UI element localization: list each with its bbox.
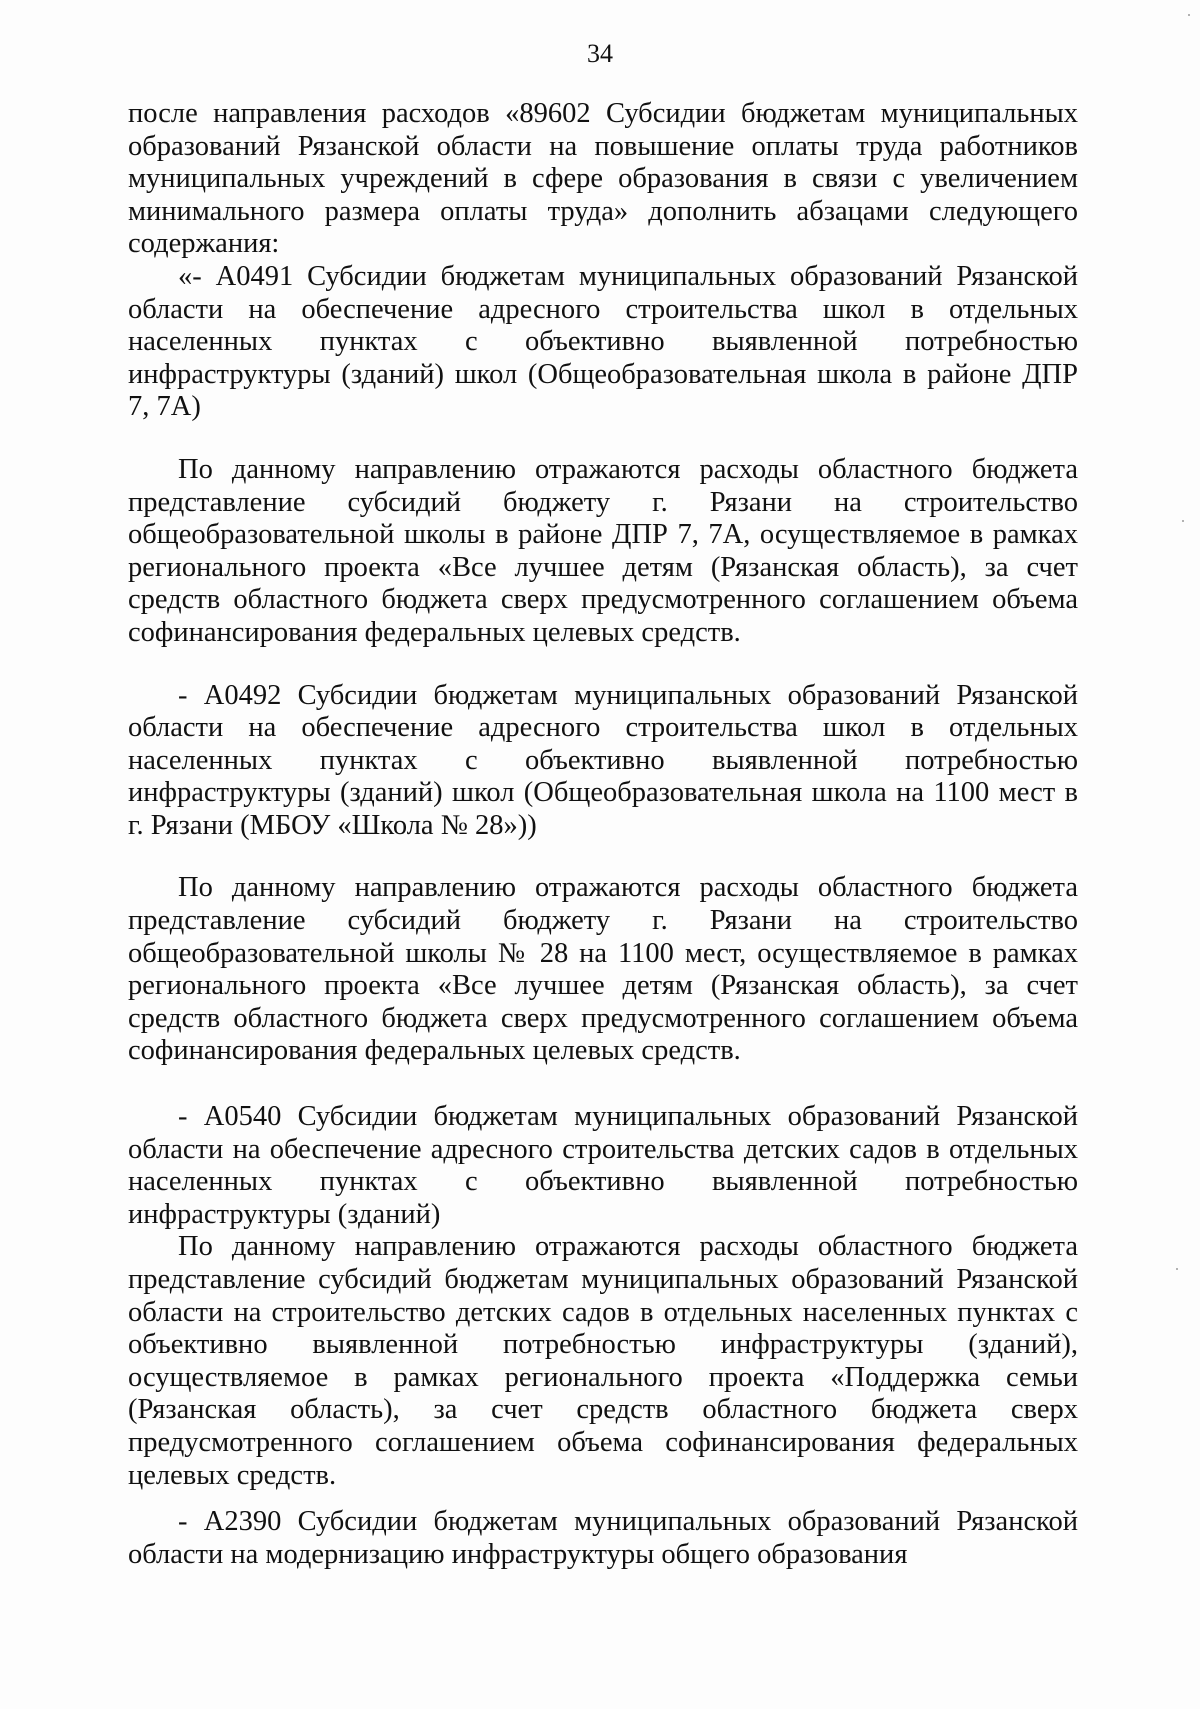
scan-speck xyxy=(1176,1268,1178,1270)
scan-speck xyxy=(1182,520,1184,522)
scan-speck xyxy=(1188,14,1190,16)
item-a0492-description: По данному направлению отражаются расходы областного бюджета представление субсидий бюджету г. Рязани на строительство общеобразовательной школы № 28 на 1100 мест, осуществляемое в рамках регионального проекта «Все лучшее детям (Рязанская область), за счет средств областного бюджета сверх предусмотренного соглашением объема софинансирования федеральных целевых средств. xyxy=(128,872,1078,1067)
item-a0491-description: По данному направлению отражаются расходы областного бюджета представление субсидий бюджету г. Рязани на строительство общеобразовательной школы в районе ДПР 7, 7А, осуществляемое в рамках регионального проекта «Все лучшее детям (Рязанская область), за счет средств областного бюджета сверх предусмотренного соглашением объема софинансирования федеральных целевых средств. xyxy=(128,453,1078,648)
page-number: 34 xyxy=(587,39,613,68)
document-body xyxy=(128,98,1078,1571)
intro-paragraph: после направления расходов «89602 Субсидии бюджетам муниципальных образований Рязанской области на повышение оплаты труда работников муниципальных учреждений в сфере образования в связи с увеличением минимального размера оплаты труда» дополнить абзацами следующего содержания: xyxy=(128,98,1078,260)
item-a0491-heading: «- А0491 Субсидии бюджетам муниципальных образований Рязанской области на обеспечение адресного строительства школ в отдельных населенных пунктах с объективно выявленной потребностью инфраструктуры (зданий) школ (Общеобразовательная школа в районе ДПР 7, 7А) xyxy=(128,260,1078,423)
item-a0540-description: По данному направлению отражаются расходы областного бюджета представление субсидий бюджетам муниципальных образований Рязанской области на строительство детских садов в отдельных населенных пунктах с объективно выявленной потребностью инфраструктуры (зданий), осуществляемое в рамках регионального проекта «Поддержка семьи (Рязанская область), за счет средств областного бюджета сверх предусмотренного соглашением объема софинансирования федеральных целевых средств. xyxy=(128,1231,1078,1491)
item-a0492-heading: - А0492 Субсидии бюджетам муниципальных образований Рязанской области на обеспечение адресного строительства школ в отдельных населенных пунктах с объективно выявленной потребностью инфраструктуры (зданий) школ (Общеобразовательная школа на 1100 мест в г. Рязани (МБОУ «Школа № 28»)) xyxy=(128,679,1078,841)
item-a2390-heading: - А2390 Субсидии бюджетам муниципальных образований Рязанской области на модернизацию инфраструктуры общего образования xyxy=(128,1506,1078,1570)
item-a0540-heading: - А0540 Субсидии бюджетам муниципальных образований Рязанской области на обеспечение адресного строительства детских садов в отдельных населенных пунктах с объективно выявленной потребностью инфраструктуры (зданий) xyxy=(128,1101,1078,1230)
